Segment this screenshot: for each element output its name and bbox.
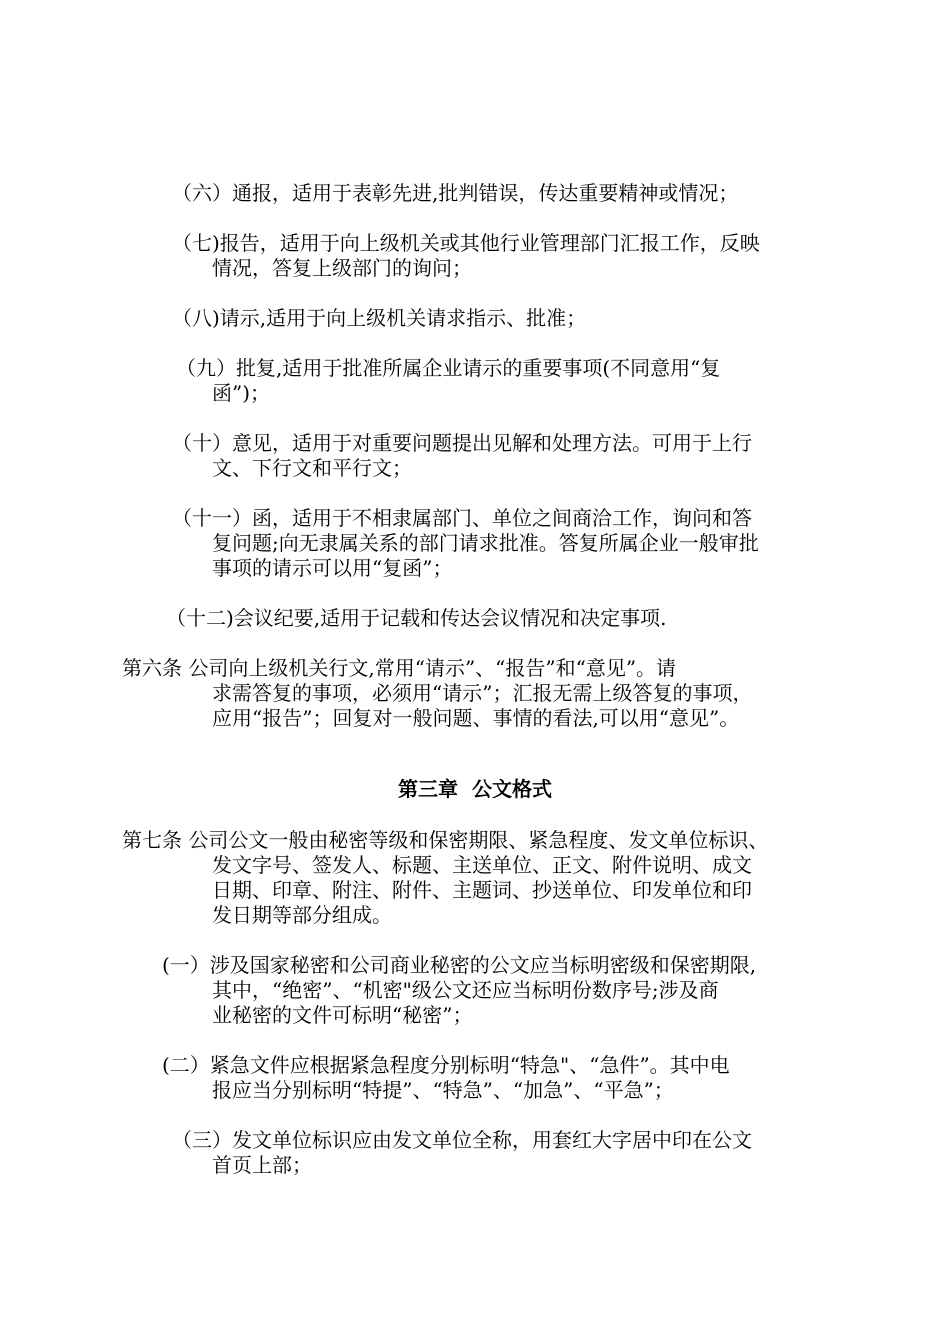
text-line: 第七条 公司公文一般由秘密等级和保密期限、紧急程度、发文单位标识、 [122, 828, 769, 852]
clause-9-reply [176, 356, 720, 406]
clause-7-report [172, 231, 760, 281]
text-line: 事项的请示可以用“复函”； [212, 556, 453, 580]
clause-10-opinion [172, 431, 752, 481]
article-6 [122, 656, 752, 731]
text-line: 函”)； [212, 381, 271, 405]
text-line: 业秘密的文件可标明“秘密”； [212, 1003, 473, 1027]
text-line: (一）涉及国家秘密和公司商业秘密的公文应当标明密级和保密期限, [162, 953, 757, 977]
text-line: 首页上部； [212, 1153, 312, 1177]
clause-6-notice [172, 181, 738, 206]
text-line: 发日期等部分组成。 [212, 903, 392, 927]
text-line: （十一）函，适用于不相隶属部门、单位之间商洽工作，询问和答 [172, 506, 752, 530]
text-line: 日期、印章、附注、附件、主题词、抄送单位、印发单位和印 [212, 878, 752, 902]
clause-11-letter [172, 506, 759, 581]
text-line: （六）通报，适用于表彰先进,批判错误，传达重要精神或情况； [172, 181, 739, 205]
text-line: 报应当分别标明“特提”、“特急”、“加急”、“平急”； [212, 1078, 674, 1102]
text-line: 应用“报告”；回复对一般问题、事情的看法,可以用“意见”。 [212, 706, 740, 730]
text-line: (二）紧急文件应根据紧急程度分别标明“特急"、“急件”。其中电 [162, 1053, 730, 1077]
text-line: （七)报告，适用于向上级机关或其他行业管理部门汇报工作，反映 [172, 231, 760, 255]
text-line: 发文字号、签发人、标题、主送单位、正文、附件说明、成文 [212, 853, 752, 877]
text-line: 情况，答复上级部门的询问； [212, 256, 472, 280]
text-line: （十）意见，适用于对重要问题提出见解和处理方法。可用于上行 [172, 431, 752, 455]
text-line: （九）批复,适用于批准所属企业请示的重要事项(不同意用“复 [176, 356, 721, 380]
clause-8-request [172, 306, 586, 331]
chapter-heading: 第三章 公文格式 [398, 777, 552, 801]
text-line: 求需答复的事项，必须用“请示”；汇报无需上级答复的事项， [212, 681, 753, 705]
article-7-item-2 [162, 1053, 730, 1103]
text-line: 其中，“绝密”、“机密"级公文还应当标明份数序号;涉及商 [212, 978, 719, 1002]
article-7-item-3 [172, 1128, 752, 1178]
clause-12-minutes [166, 606, 667, 631]
text-line: （三）发文单位标识应由发文单位全称，用套红大字居中印在公文 [172, 1128, 752, 1152]
article-7-item-1 [162, 953, 756, 1028]
text-line: 第六条 公司向上级机关行文,常用“请示”、“报告”和“意见”。请 [122, 656, 677, 680]
text-line: 文、下行文和平行文； [212, 456, 412, 480]
text-line: 复问题;向无隶属关系的部门请求批准。答复所属企业一般审批 [212, 531, 759, 555]
text-line: （八)请示,适用于向上级机关请求指示、批准； [172, 306, 587, 330]
text-line: （十二)会议纪要,适用于记载和传达会议情况和决定事项. [166, 606, 667, 630]
article-7 [122, 828, 768, 928]
